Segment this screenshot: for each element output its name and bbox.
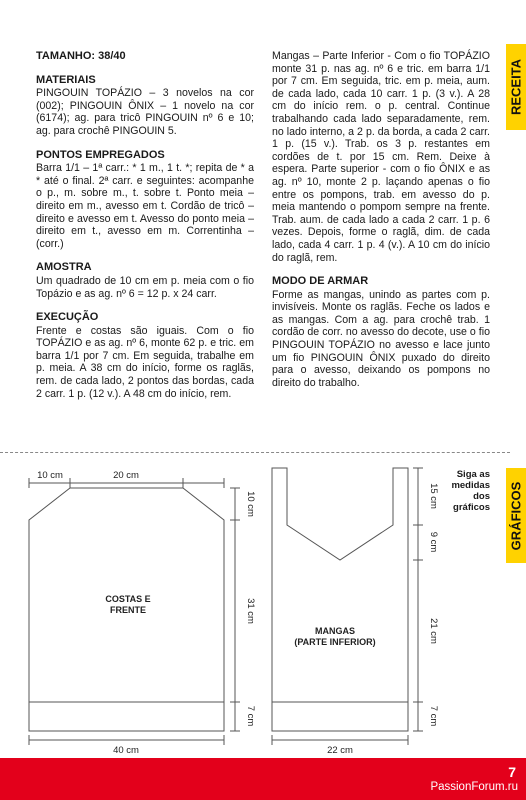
stitches-heading: PONTOS EMPREGADOS xyxy=(36,148,165,161)
sleeves-text: Mangas – Parte Inferior - Com o fio TOPÁZIO monte 31 p. nas ag. nº 6 e tric. em barra 1/1 por 7 cm. Em seguida, tric. em p. meia, aum. de cada lado, cada 10 carr. 1 p. (3 v.). A 28 cm do início rem. o p. central. Continue trabalhando cada lado separadamente, rem. no lado interno, a 2 p. da borda, a cada 2 carr. 1 p. (15 v.). Trab. os 3 p. restantes em cordões de t. por 15 cm. Rem. Deixe à espera. Parte superior - com o fio ÔNIX e as ag. nº 10, monte 2 p. laçando apenas o fio entre os pompons, trab. em avesso do p. meia mantendo o pompom sempre na frente. Trab. aum. de cada lado a cada 2 carr. 1 p. 6 vezes. Depois, forme o raglã, dim. de cada lado, cada 4 carr. 1 p. 4 (v.). A 10 cm do início do raglã, rem. xyxy=(272,50,490,264)
sleeve-right-7-measure: 7 cm xyxy=(428,705,439,727)
sleeve-label-line2: (PARTE INFERIOR) xyxy=(294,637,376,647)
sleeve-right-9-measure: 9 cm xyxy=(428,531,439,553)
materials-text: PINGOUIN TOPÁZIO – 3 novelos na cor (002); PINGOUIN ÔNIX – 1 novelo na cor (6174); ag. para tricô PINGOUIN nº 6 e 10; ag. para crochê PINGOUIN 5. xyxy=(36,87,254,137)
execution-text: Frente e costas são iguais. Com o fio TOPÁZIO e as ag. nº 6, monte 62 p. e tric. em barra 1/1 por 7 cm. Em seguida, trabalhe em p. meia. A 38 cm do início, forme os raglãs, rem. de cada lado, 2 pontos das bordas, cada 2 carr. 1 p. (12 v.). A 48 cm do início, rem. xyxy=(36,324,254,400)
recipe-tab-label: RECEITA xyxy=(508,58,524,116)
graphics-tab-label: GRÁFICOS xyxy=(508,481,524,550)
sleeve-right-15-measure: 15 cm xyxy=(428,483,439,509)
bf-right-middle-measure: 31 cm xyxy=(245,598,256,624)
site-watermark: PassionForum.ru xyxy=(430,781,518,793)
bf-label-line1: COSTAS E xyxy=(105,594,151,604)
sleeve-outline xyxy=(272,468,408,731)
size-heading: TAMANHO: 38/40 xyxy=(36,50,126,62)
sleeve-bottom-measure: 22 cm xyxy=(327,745,353,756)
assembly-heading: MODO DE ARMAR xyxy=(272,275,369,288)
sleeve-label-line1: MANGAS xyxy=(315,626,355,636)
page-number: 7 xyxy=(508,764,516,780)
graphics-note: Siga as medidas dos gráficos xyxy=(451,469,490,513)
sample-heading: AMOSTRA xyxy=(36,261,92,274)
bf-label-line2: FRENTE xyxy=(110,605,146,615)
bf-right-upper-measure: 10 cm xyxy=(245,491,256,517)
bf-top-left-measure: 10 cm xyxy=(37,470,63,481)
materials-heading: MATERIAIS xyxy=(36,73,96,86)
bf-bottom-measure: 40 cm xyxy=(113,745,139,756)
footer-bar xyxy=(0,758,526,800)
stitches-text: Barra 1/1 – 1ª carr.: * 1 m., 1 t. *; repita de * a * até o final. 2ª carr. e seguintes: acompanhe o p., m. sobre m., t. sobre t. Ponto meia – direito em m., avesso em t. Cordão de tricô – direito e avesso em t. Avesso do ponto meia – direito em t., avesso em m. Correntinha – (corr.) xyxy=(36,162,254,250)
bf-right-lower-measure: 7 cm xyxy=(245,705,256,727)
sample-text: Um quadrado de 10 cm em p. meia com o fio Topázio e as ag. nº 6 = 12 p. x 24 carr. xyxy=(36,274,254,300)
execution-heading: EXECUÇÃO xyxy=(36,311,99,324)
sleeve-right-21-measure: 21 cm xyxy=(428,618,439,644)
assembly-text: Forme as mangas, unindo as partes com p. invisíveis. Monte os raglãs. Feche os lados e as mangas. Com a ag. para crochê trab. 1 cordão de corr. no avesso do decote, use o fio PINGOUIN TOPÁZIO no avesso e lace junto um fio PINGOUIN ÔNIX puxado do direito para o avesso, deixando os pompons no direito do trabalho. xyxy=(272,288,490,389)
bf-top-center-measure: 20 cm xyxy=(113,470,139,481)
